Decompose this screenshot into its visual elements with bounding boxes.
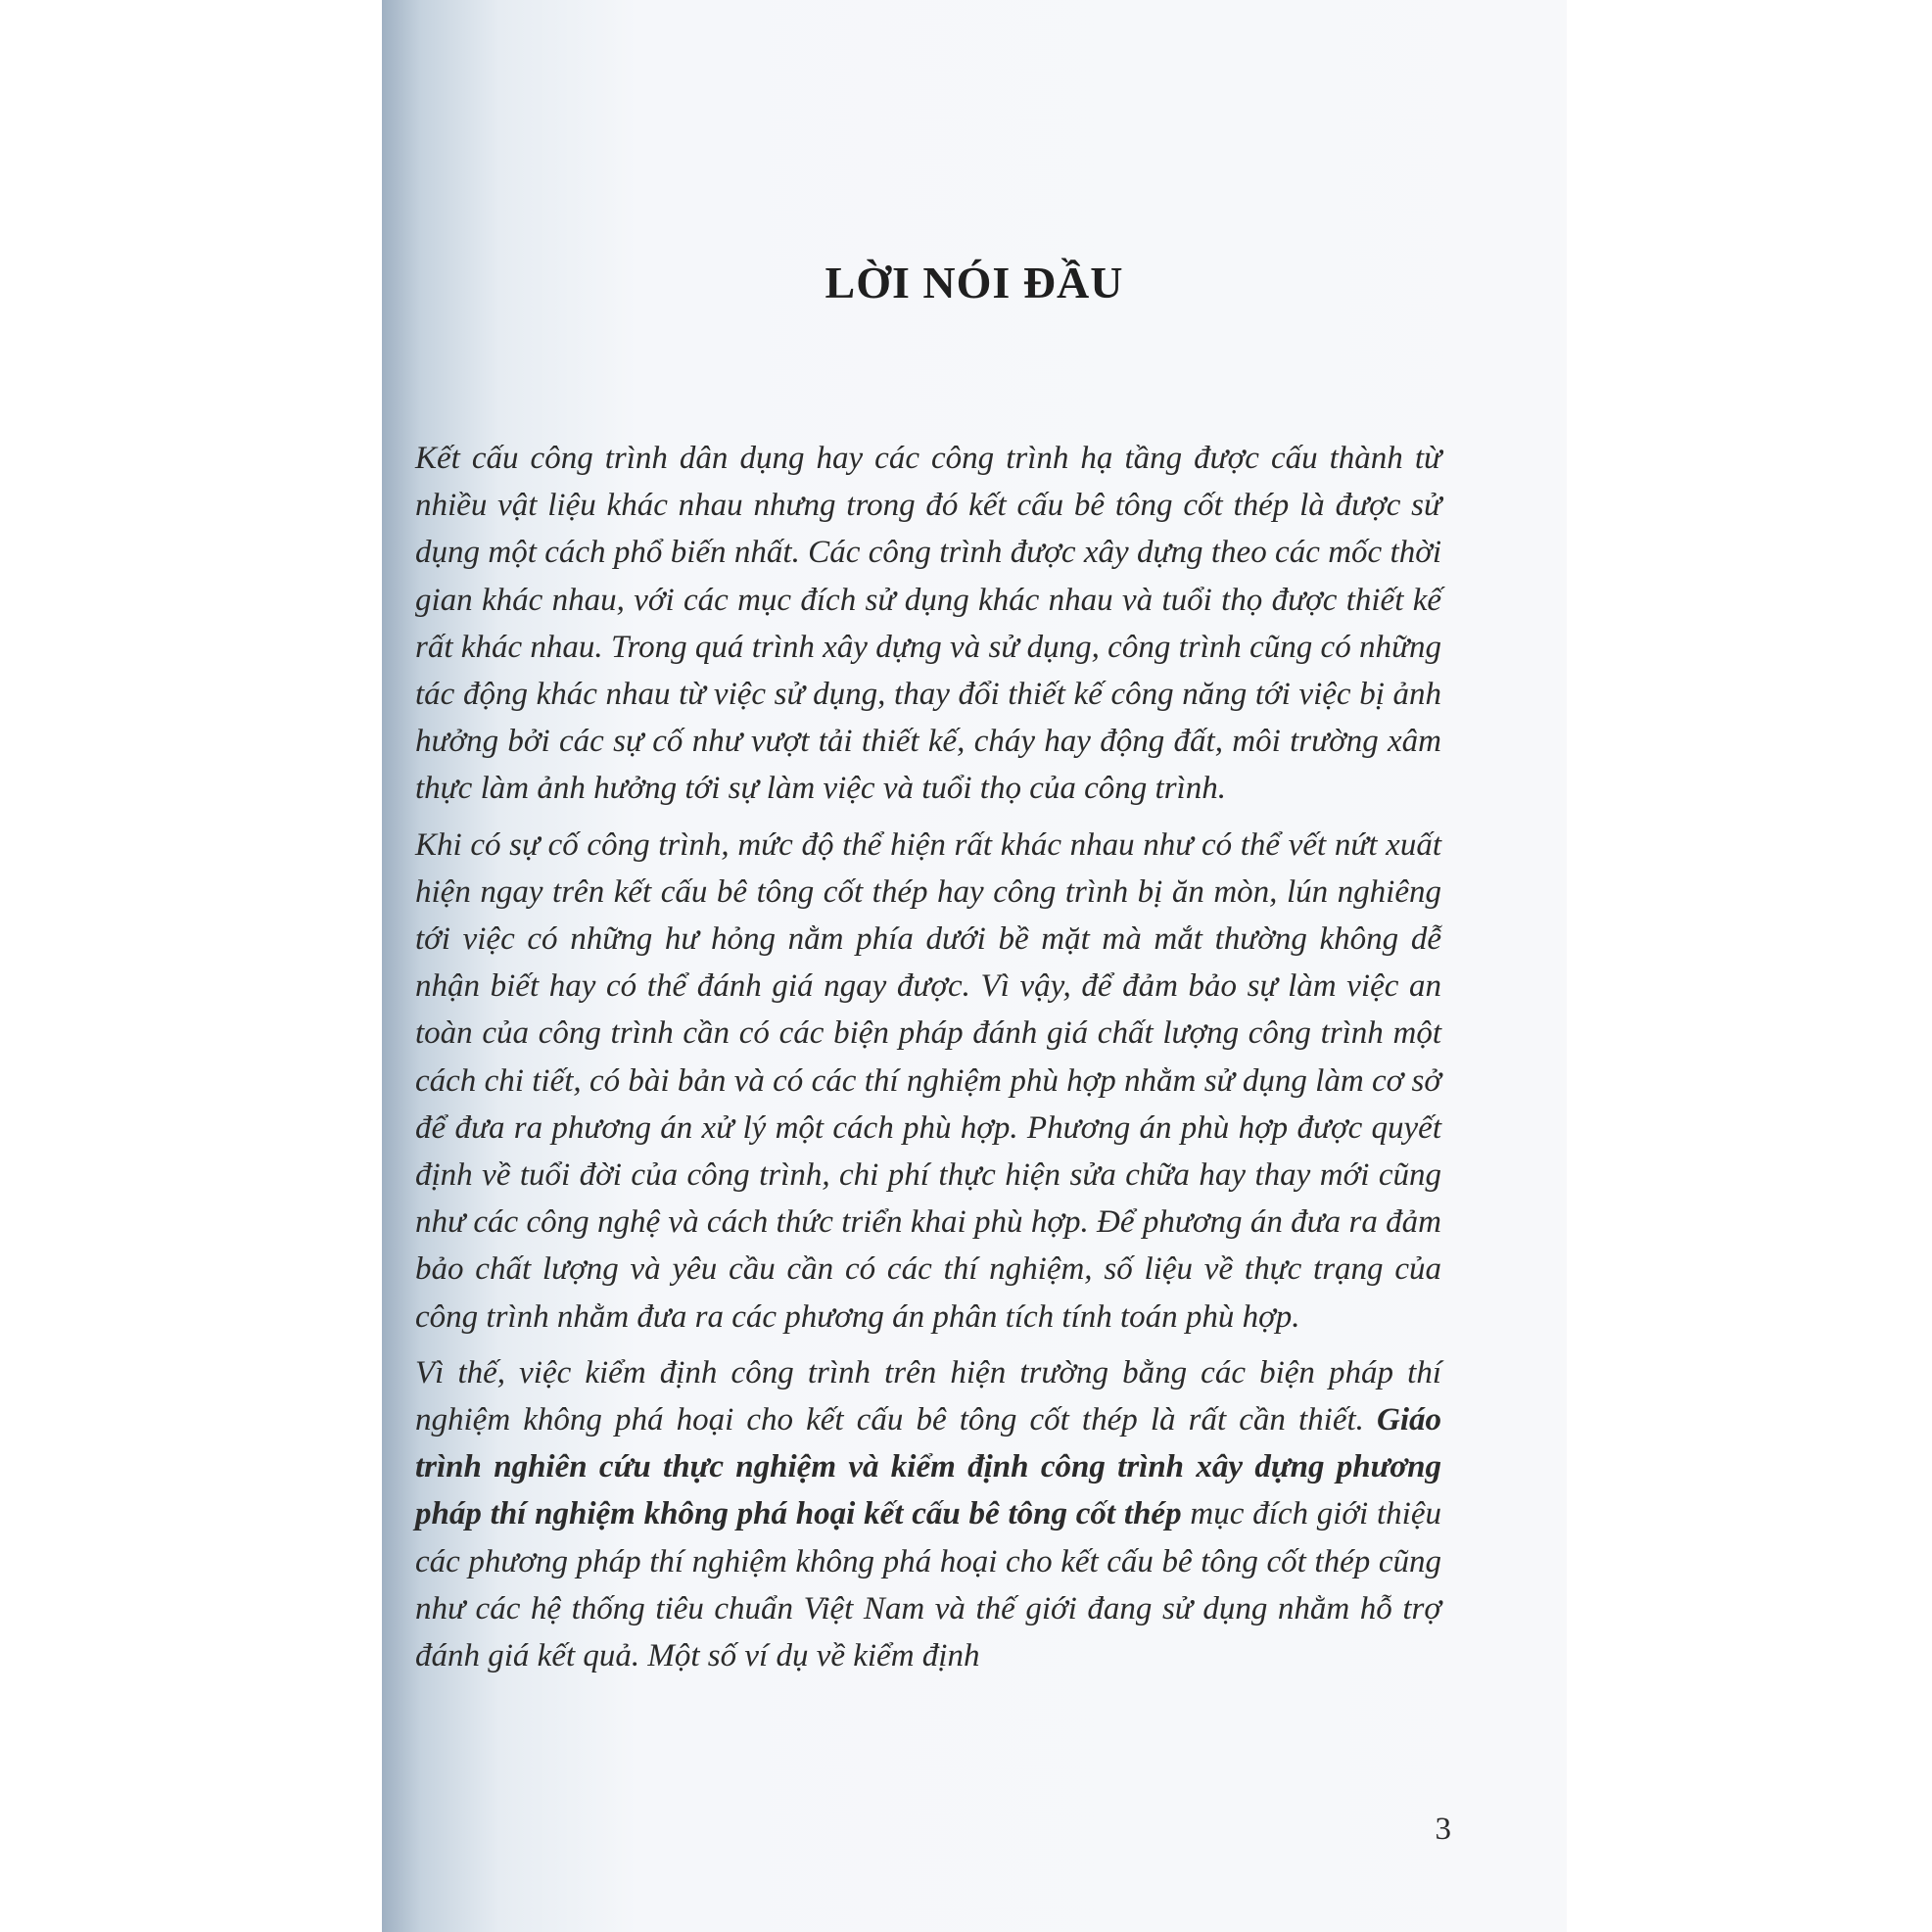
- page-title: LỜI NÓI ĐẦU: [825, 258, 1124, 307]
- paragraph-2: Khi có sự cố công trình, mức độ thể hiện rất khác nhau như có thể vết nứt xuất hiện ngay trên kết cấu bê tông cốt thép hay công trình bị ăn mòn, lún nghiêng tới việc có những hư hỏng nằm phía dưới bề mặt mà mắt thường không dễ nhận biết hay có thể đánh giá ngay được. Vì vậy, để đảm bảo sự làm việc an toàn của công trình cần có các biện pháp đánh giá chất lượng công trình một cách chi tiết, có bài bản và có các thí nghiệm phù hợp nhằm sử dụng làm cơ sở để đưa ra phương án xử lý một cách phù hợp. Phương án phù hợp được quyết định về tuổi đời của công trình, chi phí thực hiện sửa chữa hay thay mới cũng như các công nghệ và cách thức triển khai phù hợp. Để phương án đưa ra đảm bảo chất lượng và yêu cầu cần có các thí nghiệm, số liệu về thực trạng của công trình nhằm đưa ra các phương án phân tích tính toán phù hợp.: [415, 826, 1441, 1335]
- paragraph-3-before: Vì thế, việc kiểm định công trình trên hiện trường bằng các biện pháp thí nghiệm không phá hoại cho kết cấu bê tông cốt thép là rất cần thiết.: [415, 1354, 1441, 1438]
- book-title-emphasis: Giáo trình nghiên cứu thực nghiệm và kiểm định công trình xây dựng phương pháp thí nghiệm không phá hoại kết cấu bê tông cốt thép: [415, 1402, 1441, 1532]
- page-number: 3: [1435, 1812, 1451, 1847]
- book-page: [382, 0, 1567, 1932]
- paragraph-3-after: mục đích giới thiệu các phương pháp thí nghiệm không phá hoại cho kết cấu bê tông cốt thép cũng như các hệ thống tiêu chuẩn Việt Nam và thế giới đang sử dụng nhằm hỗ trợ đánh giá kết quả. Một số ví dụ về kiểm định: [415, 1496, 1442, 1674]
- paragraph-3: [415, 1349, 1441, 1679]
- preface-body: [415, 435, 1441, 1688]
- paragraph-1: Kết cấu công trình dân dụng hay các công trình hạ tầng được cấu thành từ nhiều vật liệu khác nhau nhưng trong đó kết cấu bê tông cốt thép là được sử dụng một cách phổ biến nhất. Các công trình được xây dựng theo các mốc thời gian khác nhau, với các mục đích sử dụng khác nhau và tuổi thọ được thiết kế rất khác nhau. Trong quá trình xây dựng và sử dụng, công trình cũng có những tác động khác nhau từ việc sử dụng, thay đổi thiết kế công năng tới việc bị ảnh hưởng bởi các sự cố như vượt tải thiết kế, cháy hay động đất, môi trường xâm thực làm ảnh hưởng tới sự làm việc và tuổi thọ của công trình.: [415, 441, 1441, 807]
